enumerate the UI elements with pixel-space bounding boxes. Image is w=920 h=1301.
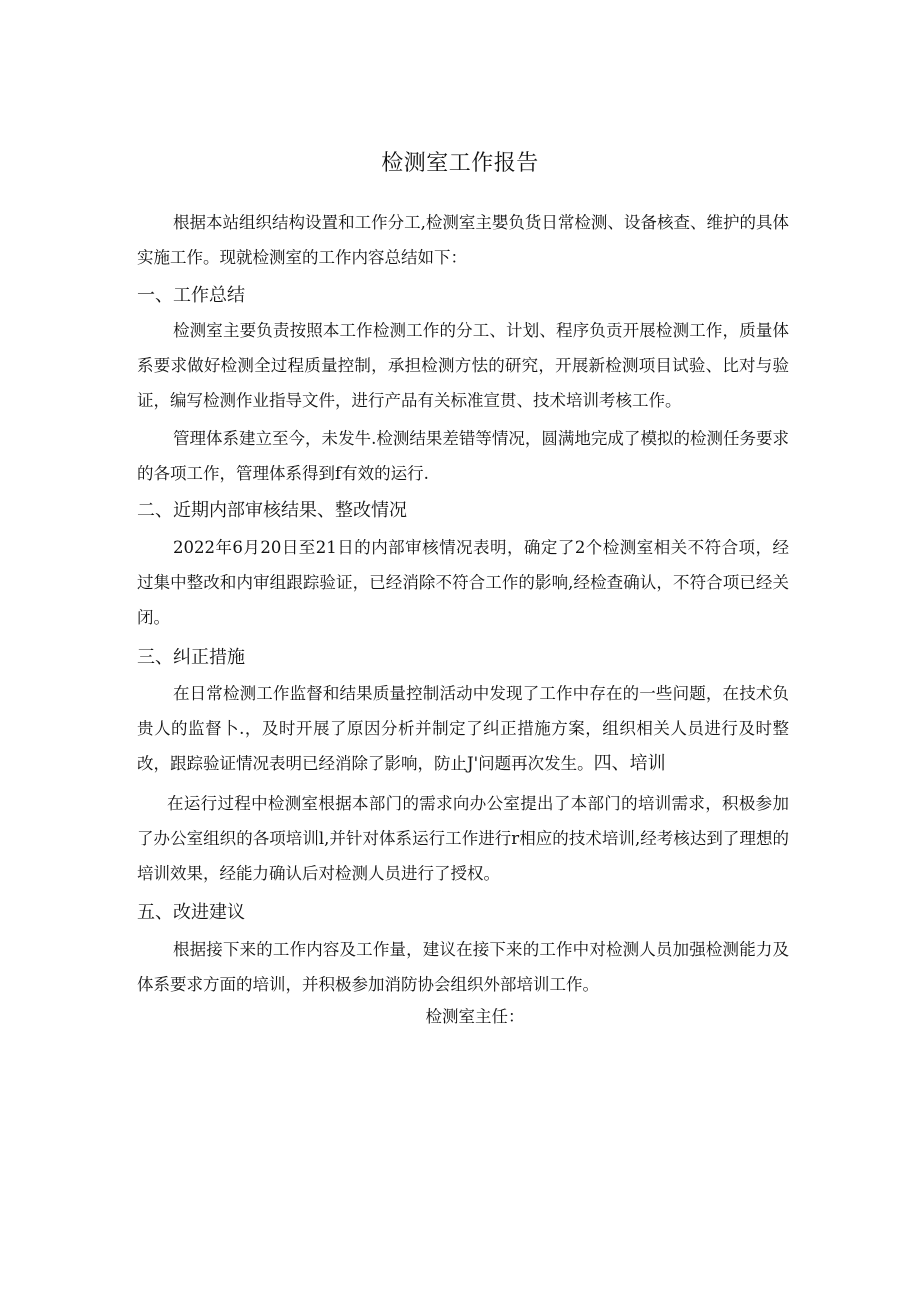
section4-heading: 四、培训	[593, 753, 666, 774]
section3-heading: 三、纠正措施	[137, 647, 245, 668]
section2-paragraph-1: 2022年6月20日至21日的内部审核情况表明，确定了2个检测室相关不符合项，经过集中整改和内审组跟踪验证，已经消除不符合工作的影响,经检查确认，不符合项已经关闭。	[137, 538, 789, 627]
section1-paragraph-2: 管理体系建立至今，未发牛.检测结果差错等情况，圆满地完成了模拟的检测任务要求的各项工作，管理体系得到f有效的运行.	[137, 429, 789, 483]
section2-heading: 二、近期内部审核结果、整改情况	[137, 500, 407, 521]
section3-paragraph-text: 在日常检测工作监督和结果质量控制活动中发现了工作中存在的一些问题，在技术负贵人的监督卜.，及时开展了原因分析并制定了纠正措施方案，组织相关人员进行及时整改，跟踪验证情况表明已经消除了影响，防止J'问题再次发生。	[137, 684, 789, 773]
section5-heading: 五、改进建议	[137, 902, 245, 923]
section1-heading: 一、工作总结	[137, 285, 245, 306]
section5-paragraph-1: 根据接下来的工作内容及工作量，建议在接下来的工作中对检测人员加强检测能力及体系要求方面的培训，并积极参加消防协会组织外部培训工作。	[137, 940, 789, 994]
section1-paragraph-1: 检测室主要负责按照本工作检测工作的分工、计划、程序负贡开展检测工作，质量体系要求做好检测全过程质量控制，承担检测方怯的研究，开展新检测项目试验、比对与验证，编写检测作业指导文件，进行产品有关标准宣贯、技术培训考核工作。	[137, 321, 789, 410]
document-title: 检测室工作报告	[381, 151, 539, 176]
section4-paragraph-1: 在运行过程中检测室根据本部门的需求向办公室提出了本部门的培训需求，积极参加了办公室组织的各项培训l,并针对体系运行工作进行r相应的技术培训,经考核达到了理想的培训效果，经能力确认后对检测人员进行了授权。	[137, 794, 789, 883]
intro-paragraph: 根据本站组织结构设置和工作分工,检测室主嬰负货日常检测、设备核查、维护的具体实施工作。现就检测室的工作内容总结如下：	[137, 213, 789, 267]
signature-line: 检测室主任：	[425, 1007, 525, 1026]
section3-paragraph-1	[137, 676, 789, 781]
